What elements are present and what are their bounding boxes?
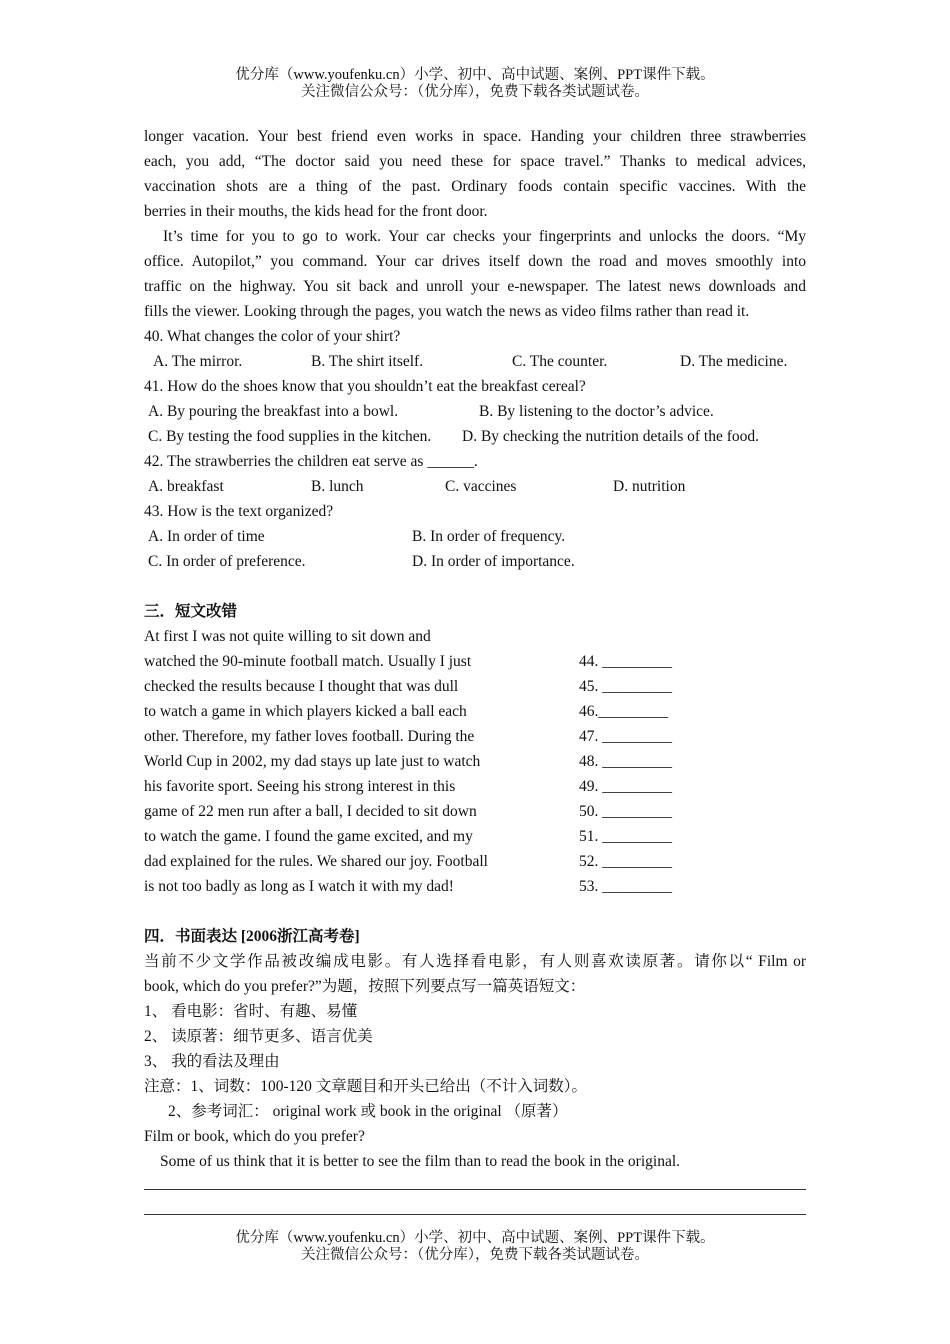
reading-paragraph-1	[144, 124, 806, 224]
question-stem: 43. How is the text organized?	[144, 503, 334, 520]
writing-intro: 当前不少文学作品被改编成电影。有人选择看电影，有人则喜欢读原著。请你以“ Film or	[144, 953, 806, 970]
text-line: vaccination shots are a thing of the past. Ordinary foods contain specific vaccines. With the	[144, 178, 806, 195]
answer-blank[interactable]: 51. _________	[579, 828, 672, 845]
option-b: B. lunch	[311, 478, 364, 495]
text-line: office. Autopilot,” you command. Your car drives itself down the road and moves smoothly into	[144, 253, 806, 270]
answer-blank[interactable]: 44. _________	[579, 653, 672, 670]
question-43	[144, 499, 806, 574]
text-line: berries in their mouths, the kids head for the front door.	[144, 203, 488, 220]
option-c: C. vaccines	[445, 478, 517, 495]
option-d: D. In order of importance.	[412, 553, 575, 570]
correction-text: watched the 90-minute football match. Usually I just	[144, 653, 472, 670]
writing-point: 1、 看电影：省时、有趣、易懂	[144, 1003, 358, 1020]
header-line-1: 优分库（www.youfenku.cn）小学、初中、高中试题、案例、PPT课件下载。	[235, 67, 715, 83]
option-a: A. breakfast	[148, 478, 224, 495]
answer-blank[interactable]: 50. _________	[579, 803, 672, 820]
answer-blank[interactable]: 47. _________	[579, 728, 672, 745]
answer-blank[interactable]: 53. _________	[579, 878, 672, 895]
correction-text: dad explained for the rules. We shared our joy. Football	[144, 853, 488, 870]
option-a: A. The mirror.	[153, 353, 243, 370]
writing-point: 2、 读原著：细节更多、语言优美	[144, 1028, 373, 1045]
reading-paragraph-2	[144, 224, 806, 324]
option-row	[144, 474, 806, 499]
question-stem: 41. How do the shoes know that you shouldn’t eat the breakfast cereal?	[144, 378, 586, 395]
correction-text: checked the results because I thought that was dull	[144, 678, 459, 695]
correction-section	[144, 599, 806, 899]
correction-line	[144, 824, 806, 849]
writing-line[interactable]	[144, 1214, 806, 1215]
page-header	[0, 67, 950, 101]
writing-point: 3、 我的看法及理由	[144, 1053, 280, 1070]
correction-line	[144, 649, 806, 674]
option-c: C. By testing the food supplies in the kitchen.	[148, 428, 432, 445]
correction-line	[144, 799, 806, 824]
correction-line	[144, 849, 806, 874]
option-c: C. The counter.	[512, 353, 608, 370]
question-42	[144, 449, 806, 499]
option-row	[144, 399, 806, 424]
option-row	[144, 524, 806, 549]
option-d: D. The medicine.	[680, 353, 788, 370]
answer-blank[interactable]: 52. _________	[579, 853, 672, 870]
section-title: 四．书面表达 [2006浙江高考卷]	[144, 928, 360, 945]
answer-blank[interactable]: 46._________	[579, 703, 669, 720]
writing-line[interactable]	[144, 1189, 806, 1190]
answer-blank[interactable]: 49. _________	[579, 778, 672, 795]
text-line: It’s time for you to go to work. Your car checks your fingerprints and unlocks the doors. “My	[163, 228, 806, 245]
correction-line	[144, 699, 806, 724]
text-line: fills the viewer. Looking through the pages, you watch the news as video films rather than read it.	[144, 303, 750, 320]
option-row	[144, 549, 806, 574]
correction-text: game of 22 men run after a ball, I decided to sit down	[144, 803, 477, 820]
text-line: longer vacation. Your best friend even works in space. Handing your children three strawberries	[144, 128, 806, 145]
option-a: A. By pouring the breakfast into a bowl.	[148, 403, 399, 420]
correction-text: to watch the game. I found the game excited, and my	[144, 828, 473, 845]
correction-text: his favorite sport. Seeing his strong interest in this	[144, 778, 456, 795]
correction-line	[144, 774, 806, 799]
answer-blank[interactable]: 45. _________	[579, 678, 672, 695]
option-d: D. By checking the nutrition details of the food.	[462, 428, 760, 445]
correction-text: World Cup in 2002, my dad stays up late just to watch	[144, 753, 481, 770]
spacer	[144, 574, 806, 599]
option-b: B. By listening to the doctor’s advice.	[479, 403, 714, 420]
page-footer	[0, 1230, 950, 1264]
option-row	[144, 349, 806, 374]
option-d: D. nutrition	[613, 478, 686, 495]
text-line: each, you add, “The doctor said you need these for space travel.” Thanks to medical advices,	[144, 153, 806, 170]
question-stem: 42. The strawberries the children eat serve as ______.	[144, 453, 478, 470]
footer-line-1: 优分库（www.youfenku.cn）小学、初中、高中试题、案例、PPT课件下载。	[235, 1230, 715, 1246]
question-stem: 40. What changes the color of your shirt?	[144, 328, 401, 345]
option-b: B. In order of frequency.	[412, 528, 566, 545]
option-a: A. In order of time	[148, 528, 265, 545]
writing-section	[144, 924, 806, 1174]
correction-text: other. Therefore, my father loves football. During the	[144, 728, 475, 745]
spacer	[144, 899, 806, 924]
question-40	[144, 324, 806, 374]
option-c: C. In order of preference.	[148, 553, 306, 570]
option-b: B. The shirt itself.	[311, 353, 424, 370]
option-row	[144, 424, 806, 449]
writing-intro: book, which do you prefer?”为题，按照下列要点写一篇英语短文：	[144, 978, 586, 995]
text-line: traffic on the highway. You sit back and unroll your e-newspaper. The latest news downloads and	[144, 278, 806, 295]
section-title: 三．短文改错	[144, 603, 238, 620]
page-body	[144, 124, 806, 1174]
correction-line	[144, 674, 806, 699]
footer-line-2: 关注微信公众号：（优分库），免费下载各类试题试卷。	[301, 1247, 649, 1263]
correction-text: to watch a game in which players kicked a ball each	[144, 703, 467, 720]
correction-line	[144, 624, 806, 649]
essay-start: Some of us think that it is better to see the film than to read the book in the original.	[160, 1153, 681, 1170]
header-line-2: 关注微信公众号：（优分库），免费下载各类试题试卷。	[301, 84, 649, 100]
correction-text: is not too badly as long as I watch it with my dad!	[144, 878, 454, 895]
correction-line	[144, 724, 806, 749]
writing-note: 注意：1、词数：100-120 文章题目和开头已给出（不计入词数）。	[144, 1078, 588, 1095]
correction-line	[144, 749, 806, 774]
writing-note: 2、参考词汇： original work 或 book in the original （原著）	[168, 1103, 568, 1120]
essay-title: Film or book, which do you prefer?	[144, 1128, 365, 1145]
correction-text: At first I was not quite willing to sit down and	[144, 628, 431, 645]
question-41	[144, 374, 806, 449]
answer-blank[interactable]: 48. _________	[579, 753, 672, 770]
correction-line	[144, 874, 806, 899]
